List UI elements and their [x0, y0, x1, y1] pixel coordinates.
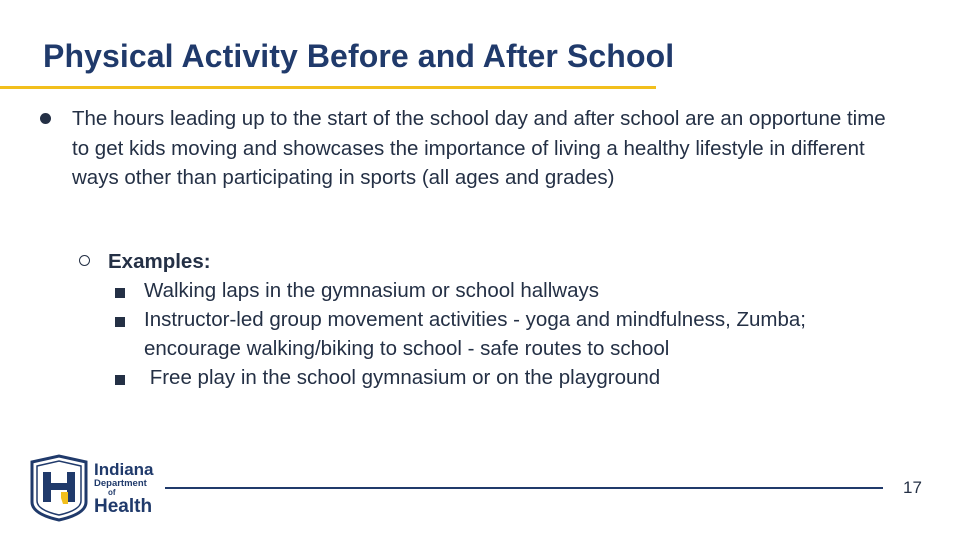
square-bullet	[115, 317, 125, 327]
title-underline	[0, 86, 656, 89]
list-item	[144, 276, 884, 305]
examples-heading: Examples:	[108, 250, 211, 273]
logo-line: Health	[94, 495, 153, 517]
slide-title: Physical Activity Before and After School	[43, 38, 675, 74]
list-item	[144, 363, 884, 392]
page-number: 17	[903, 478, 922, 497]
square-bullet	[115, 375, 125, 385]
list-item	[144, 305, 884, 363]
bullet-dot	[40, 113, 51, 124]
logo-line: Indiana	[94, 460, 154, 479]
logo-wordmark	[94, 461, 154, 516]
logo-line: Department	[94, 478, 147, 489]
indiana-health-logo-icon	[28, 454, 90, 527]
example-text: Free play in the school gymnasium or on the playground	[144, 366, 661, 389]
sub-bullet-ring	[79, 255, 90, 266]
square-bullet	[115, 288, 125, 298]
main-bullet-text: The hours leading up to the start of the school day and after school are an opportune time to get kids moving and showcases the importance of living a healthy lifestyle in different ways other than participating in sports (all ages and grades)	[72, 107, 886, 189]
footer-divider	[165, 487, 883, 489]
example-text: Instructor-led group movement activities - yoga and mindfulness, Zumba; encourage walking/biking to school - safe routes to school	[144, 308, 806, 360]
example-text: Walking laps in the gymnasium or school hallways	[144, 279, 599, 302]
logo-line: of	[108, 487, 116, 497]
examples-list	[144, 276, 884, 392]
